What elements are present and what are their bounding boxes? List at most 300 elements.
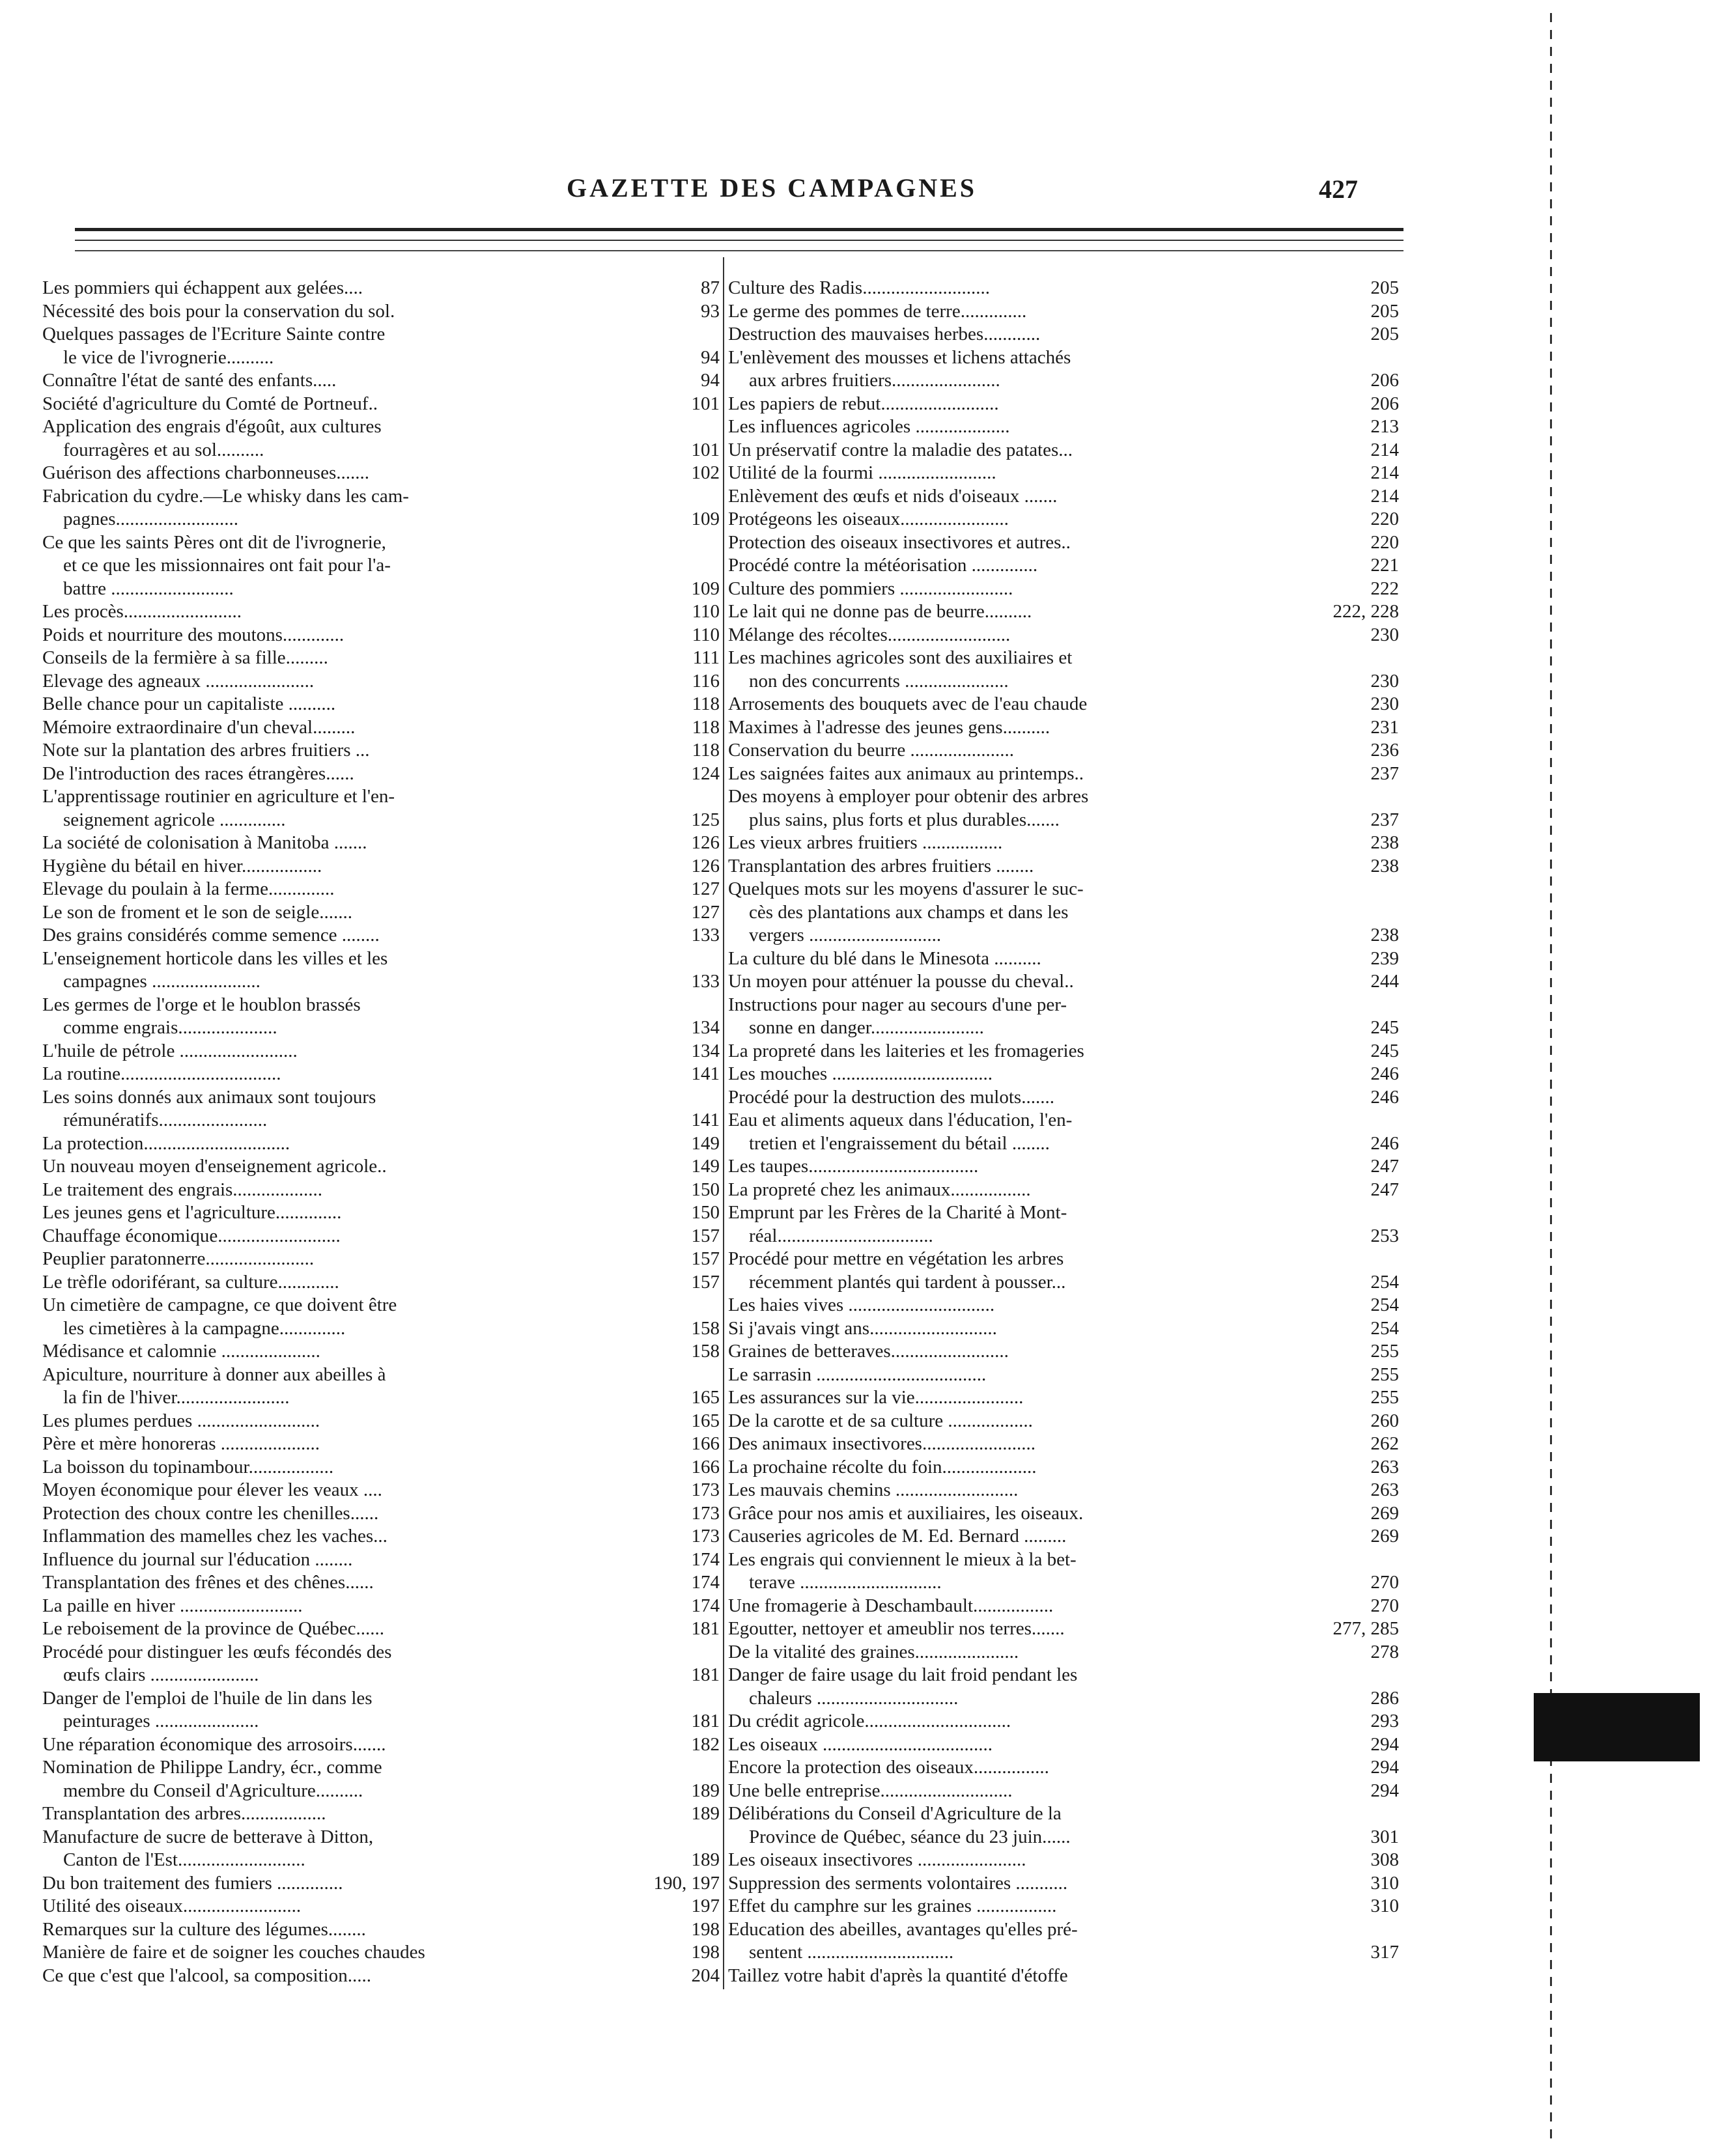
entry-page: 166 <box>691 1433 720 1454</box>
entry-title: Taillez votre habit d'après la quantité d'étoffe <box>728 1965 1068 1986</box>
entry-page: 238 <box>1370 832 1399 853</box>
entry-title: Peuplier paratonnerre....................... <box>42 1248 315 1269</box>
entry-page: 133 <box>691 971 720 992</box>
index-entry <box>728 1155 1405 1179</box>
entry-title: Le son de froment et le son de seigle....... <box>42 901 352 923</box>
entry-title: Une fromagerie à Deschambault................. <box>728 1595 1054 1616</box>
index-entry <box>42 809 720 832</box>
entry-page: 102 <box>691 462 720 483</box>
entry-page: 245 <box>1370 1040 1399 1061</box>
index-entry <box>42 369 720 393</box>
entry-page: 141 <box>691 1063 720 1084</box>
index-entry <box>42 1617 720 1641</box>
entry-page: 174 <box>691 1572 720 1593</box>
entry-page: 246 <box>1370 1086 1399 1108</box>
index-entry <box>728 1756 1405 1780</box>
entry-page: 270 <box>1370 1595 1399 1616</box>
page-edge <box>1550 13 1552 2142</box>
index-entry <box>728 1179 1405 1202</box>
entry-title: Influence du journal sur l'éducation ........ <box>42 1548 353 1570</box>
entry-page: 214 <box>1370 462 1399 483</box>
index-entry <box>42 1155 720 1179</box>
entry-title: Mémoire extraordinaire d'un cheval......... <box>42 716 356 738</box>
entry-page: 294 <box>1370 1780 1399 1801</box>
entry-title: Un préservatif contre la maladie des patates... <box>728 439 1073 460</box>
entry-title: Société d'agriculture du Comté de Portneuf.. <box>42 393 378 414</box>
index-entry <box>42 1687 720 1711</box>
entry-page: 116 <box>692 670 720 692</box>
index-entry <box>42 763 720 786</box>
index-entry <box>728 1364 1405 1387</box>
index-entry <box>728 369 1405 393</box>
entry-title: Les oiseaux .................................... <box>728 1733 993 1755</box>
index-entry <box>728 1641 1405 1664</box>
entry-title: Danger de l'emploi de l'huile de lin dans les <box>42 1687 373 1709</box>
index-entry <box>42 1179 720 1202</box>
entry-page: 214 <box>1370 485 1399 507</box>
index-entry <box>42 1756 720 1780</box>
entry-page: 174 <box>691 1548 720 1570</box>
entry-title: sentent ............................... <box>749 1942 954 1963</box>
entry-title: chaleurs .............................. <box>749 1687 959 1709</box>
entry-page: 254 <box>1370 1295 1399 1315</box>
entry-page: 269 <box>1370 1502 1399 1524</box>
entry-page: 221 <box>1370 555 1399 576</box>
entry-title: réal................................. <box>749 1225 933 1246</box>
index-entry <box>42 878 720 901</box>
index-entry <box>728 924 1405 947</box>
entry-page: 93 <box>701 300 720 322</box>
entry-page: 118 <box>692 740 720 761</box>
entry-title: Les procès......................... <box>42 601 242 622</box>
entry-page: 126 <box>691 832 720 853</box>
index-entry <box>728 693 1405 716</box>
entry-title: Utilité des oiseaux......................... <box>42 1896 302 1916</box>
entry-page: 166 <box>691 1456 720 1477</box>
entry-page: 118 <box>692 693 720 714</box>
entry-title: Inflammation des mamelles chez les vaches... <box>42 1526 388 1547</box>
index-entry <box>728 1433 1405 1456</box>
entry-page: 220 <box>1370 531 1399 553</box>
index-entry <box>728 600 1405 624</box>
entry-page: 149 <box>691 1156 720 1177</box>
entry-page: 189 <box>691 1803 720 1824</box>
entry-title: Une réparation économique des arrosoirs....... <box>42 1733 386 1755</box>
index-entry <box>728 1502 1405 1526</box>
entry-page: 109 <box>691 578 720 599</box>
index-entry <box>42 1941 720 1965</box>
index-column-right <box>728 277 1405 1987</box>
entry-title: Le reboisement de la province de Québec...... <box>42 1618 385 1639</box>
entry-title: De l'introduction des races étrangères...... <box>42 763 354 784</box>
entry-title: Si j'avais vingt ans........................... <box>728 1317 997 1339</box>
entry-title: De la vitalité des graines...................... <box>728 1641 1019 1662</box>
entry-title: Elevage des agneaux ....................... <box>42 670 315 692</box>
index-entry <box>728 1386 1405 1410</box>
entry-page: 173 <box>691 1526 720 1547</box>
entry-page: 230 <box>1370 693 1399 714</box>
index-entry <box>42 1826 720 1849</box>
index-entry <box>728 277 1405 300</box>
entry-title: Education des abeilles, avantages qu'elles pré- <box>728 1918 1078 1940</box>
entry-page: 181 <box>691 1711 720 1731</box>
entry-page: 149 <box>691 1132 720 1154</box>
entry-title: Procédé pour mettre en végétation les arbres <box>728 1248 1064 1269</box>
entry-page: 262 <box>1370 1433 1399 1454</box>
index-entry <box>728 1271 1405 1295</box>
index-entry <box>728 508 1405 531</box>
entry-title: Remarques sur la culture des légumes........ <box>42 1918 366 1940</box>
index-entry <box>42 1456 720 1479</box>
index-entry <box>42 1086 720 1110</box>
entry-title: Ce que les saints Pères ont dit de l'ivrognerie, <box>42 531 386 553</box>
index-entry <box>42 1294 720 1317</box>
index-entry <box>42 600 720 624</box>
index-entry <box>42 1664 720 1687</box>
entry-title: Un nouveau moyen d'enseignement agricole.. <box>42 1156 387 1177</box>
index-entry <box>728 1687 1405 1711</box>
index-entry <box>728 1525 1405 1548</box>
entry-page: 174 <box>691 1595 720 1616</box>
index-entry <box>42 1340 720 1364</box>
entry-page: 236 <box>1370 740 1399 761</box>
index-entry <box>42 1132 720 1156</box>
index-entry <box>42 1872 720 1896</box>
entry-title: Les engrais qui conviennent le mieux à la bet- <box>728 1548 1077 1570</box>
index-entry <box>42 1502 720 1526</box>
entry-page: 245 <box>1370 1017 1399 1038</box>
entry-title: Du crédit agricole............................... <box>728 1711 1011 1731</box>
entry-title: Destruction des mauvaises herbes............ <box>728 324 1041 344</box>
index-entry <box>728 1895 1405 1918</box>
entry-page: 270 <box>1370 1572 1399 1593</box>
entry-title: Conseils de la fermière à sa fille......... <box>42 647 328 668</box>
index-entry <box>728 1016 1405 1040</box>
entry-title: Province de Québec, séance du 23 juin...... <box>749 1826 1071 1847</box>
index-entry <box>728 763 1405 786</box>
entry-page: 308 <box>1370 1849 1399 1870</box>
index-entry <box>42 1016 720 1040</box>
entry-title: Du bon traitement des fumiers .............. <box>42 1872 343 1894</box>
entry-title: Transplantation des frênes et des chênes...... <box>42 1572 374 1593</box>
index-entry <box>728 1918 1405 1942</box>
entry-title: rémunératifs....................... <box>63 1110 268 1130</box>
entry-page: 101 <box>691 439 720 460</box>
entry-title: Utilité de la fourmi ......................... <box>728 462 996 483</box>
header-rule-thin-2 <box>75 250 1403 251</box>
entry-title: Instructions pour nager au secours d'une per- <box>728 994 1067 1015</box>
index-entry <box>728 1826 1405 1849</box>
index-entry <box>42 1780 720 1803</box>
entry-title: œufs clairs ....................... <box>63 1664 259 1685</box>
entry-title: Hygiène du bétail en hiver................. <box>42 855 322 876</box>
entry-title: Emprunt par les Frères de la Charité à Mont- <box>728 1202 1067 1223</box>
entry-title: cès des plantations aux champs et dans les <box>749 901 1069 923</box>
entry-title: Les influences agricoles .................... <box>728 416 1010 437</box>
index-entry <box>42 277 720 300</box>
entry-title: Nécessité des bois pour la conservation du sol. <box>42 300 395 322</box>
entry-page: 127 <box>691 878 720 899</box>
entry-page: 237 <box>1370 763 1399 784</box>
index-entry <box>728 1063 1405 1086</box>
index-entry <box>42 439 720 462</box>
index-entry <box>42 924 720 947</box>
entry-title: Belle chance pour un capitaliste .......... <box>42 693 336 714</box>
entry-page: 158 <box>691 1317 720 1339</box>
index-entry <box>728 1941 1405 1965</box>
index-entry <box>42 693 720 716</box>
entry-page: 231 <box>1370 716 1399 738</box>
entry-title: le vice de l'ivrognerie.......... <box>63 346 274 368</box>
index-entry <box>42 832 720 855</box>
entry-title: Fabrication du cydre.—Le whisky dans les cam- <box>42 485 409 507</box>
entry-title: Les mauvais chemins .......................... <box>728 1479 1019 1500</box>
entry-title: Maximes à l'adresse des jeunes gens.......... <box>728 716 1050 738</box>
entry-title: la fin de l'hiver........................ <box>63 1387 290 1408</box>
entry-page: 133 <box>691 925 720 945</box>
index-entry <box>728 1595 1405 1618</box>
entry-title: Les plumes perdues .......................... <box>42 1410 320 1431</box>
entry-page: 126 <box>691 855 720 876</box>
index-entry <box>728 1201 1405 1225</box>
index-entry <box>42 947 720 971</box>
entry-title: Délibérations du Conseil d'Agriculture de la <box>728 1803 1062 1824</box>
entry-page: 222, 228 <box>1332 601 1399 622</box>
entry-title: Danger de faire usage du lait froid pendant les <box>728 1664 1078 1685</box>
entry-title: La culture du blé dans le Minesota .......... <box>728 947 1041 969</box>
entry-page: 237 <box>1370 809 1399 830</box>
entry-title: De la carotte et de sa culture .................. <box>728 1410 1033 1431</box>
entry-title: Note sur la plantation des arbres fruitiers ... <box>42 740 370 761</box>
entry-title: peinturages ...................... <box>63 1711 259 1731</box>
index-entry <box>42 1317 720 1341</box>
entry-page: 263 <box>1370 1479 1399 1500</box>
index-entry <box>42 1965 720 1988</box>
entry-page: 127 <box>691 901 720 923</box>
entry-page: 238 <box>1370 855 1399 876</box>
index-entry <box>42 716 720 740</box>
entry-page: 110 <box>692 601 720 622</box>
entry-title: Des grains considérés comme semence ........ <box>42 925 380 945</box>
entry-title: Médisance et calomnie ..................... <box>42 1341 320 1362</box>
entry-title: L'apprentissage routinier en agriculture et l'en- <box>42 786 395 807</box>
entry-page: 94 <box>701 346 720 368</box>
entry-title: Les oiseaux insectivores ....................... <box>728 1849 1026 1870</box>
entry-page: 101 <box>691 393 720 414</box>
entry-page: 94 <box>701 370 720 391</box>
entry-title: Ce que c'est que l'alcool, sa composition..... <box>42 1965 371 1986</box>
entry-title: Nomination de Philippe Landry, écr., comme <box>42 1757 382 1778</box>
entry-title: Protection des choux contre les chenilles...... <box>42 1502 379 1524</box>
index-entry <box>728 832 1405 855</box>
index-entry <box>42 970 720 994</box>
index-entry <box>728 1548 1405 1572</box>
index-entry <box>42 1595 720 1618</box>
entry-title: aux arbres fruitiers....................... <box>749 370 1000 391</box>
entry-title: La protection............................... <box>42 1132 290 1154</box>
entry-page: 197 <box>691 1896 720 1916</box>
index-entry <box>728 1109 1405 1132</box>
index-entry <box>42 1895 720 1918</box>
page-header <box>0 173 1720 212</box>
index-entry <box>42 485 720 509</box>
index-entry <box>42 508 720 531</box>
index-entry <box>42 1225 720 1248</box>
index-entry <box>728 624 1405 647</box>
index-entry <box>728 670 1405 693</box>
entry-title: Les haies vives ............................... <box>728 1295 995 1315</box>
index-entry <box>42 300 720 324</box>
entry-page: 157 <box>691 1225 720 1246</box>
index-entry <box>42 462 720 485</box>
entry-page: 205 <box>1370 300 1399 322</box>
entry-page: 205 <box>1370 277 1399 298</box>
entry-title: Conservation du beurre ...................... <box>728 740 1014 761</box>
index-entry <box>42 670 720 693</box>
entry-page: 173 <box>691 1479 720 1500</box>
entry-title: Des animaux insectivores........................ <box>728 1433 1036 1454</box>
index-entry <box>728 1410 1405 1433</box>
entry-title: Quelques mots sur les moyens d'assurer le suc- <box>728 878 1084 899</box>
index-entry <box>728 1456 1405 1479</box>
entry-title: récemment plantés qui tardent à pousser... <box>749 1271 1066 1293</box>
entry-page: 220 <box>1370 509 1399 529</box>
entry-title: Quelques passages de l'Ecriture Sainte contre <box>42 324 386 344</box>
entry-title: Procédé pour distinguer les œufs fécondés des <box>42 1641 392 1662</box>
entry-page: 247 <box>1370 1156 1399 1177</box>
entry-title: L'enseignement horticole dans les villes et les <box>42 947 388 969</box>
index-entry <box>42 855 720 878</box>
entry-title: membre du Conseil d'Agriculture.......... <box>63 1780 363 1801</box>
entry-page: 181 <box>691 1618 720 1639</box>
index-entry <box>728 300 1405 324</box>
entry-title: Un moyen pour atténuer la pousse du cheval.. <box>728 971 1074 992</box>
entry-page: 317 <box>1370 1942 1399 1963</box>
entry-title: Chauffage économique.......................... <box>42 1225 341 1246</box>
entry-title: Egoutter, nettoyer et ameublir nos terres....... <box>728 1618 1065 1639</box>
entry-title: La paille en hiver .......................... <box>42 1595 303 1616</box>
entry-title: Les saignées faites aux animaux au printemps.. <box>728 763 1084 784</box>
index-entry <box>42 624 720 647</box>
entry-title: Poids et nourriture des moutons............. <box>42 624 345 645</box>
entry-page: 198 <box>691 1942 720 1963</box>
index-entry <box>728 531 1405 555</box>
entry-title: La boisson du topinambour.................. <box>42 1456 334 1477</box>
entry-title: Les vieux arbres fruitiers ................. <box>728 832 1003 853</box>
entry-page: 263 <box>1370 1456 1399 1477</box>
entry-page: 182 <box>691 1733 720 1755</box>
index-entry <box>728 1664 1405 1687</box>
entry-title: pagnes.......................... <box>63 509 239 529</box>
index-entry <box>42 1109 720 1132</box>
entry-title: battre .......................... <box>63 578 234 599</box>
index-entry <box>42 1386 720 1410</box>
entry-page: 230 <box>1370 670 1399 692</box>
entry-page: 204 <box>691 1965 720 1986</box>
entry-page: 109 <box>691 509 720 529</box>
entry-page: 189 <box>691 1780 720 1801</box>
index-entry <box>42 1201 720 1225</box>
index-entry <box>728 716 1405 740</box>
index-entry <box>42 1063 720 1086</box>
index-entry <box>728 346 1405 370</box>
entry-title: Le traitement des engrais................... <box>42 1179 323 1200</box>
entry-title: La propreté dans les laiteries et les fromageries <box>728 1040 1084 1061</box>
entry-title: Eau et aliments aqueux dans l'éducation, l'en- <box>728 1110 1073 1130</box>
index-entry <box>728 855 1405 878</box>
entry-page: 205 <box>1370 324 1399 344</box>
entry-page: 253 <box>1370 1225 1399 1246</box>
index-entry <box>42 1802 720 1826</box>
entry-title: Le germe des pommes de terre.............. <box>728 300 1027 322</box>
index-entry <box>42 393 720 416</box>
entry-title: Un cimetière de campagne, ce que doivent être <box>42 1295 397 1315</box>
entry-title: Connaître l'état de santé des enfants..... <box>42 370 337 391</box>
page-title: GAZETTE DES CAMPAGNES <box>567 173 978 203</box>
entry-title: les cimetières à la campagne.............. <box>63 1317 346 1339</box>
index-entry <box>42 1641 720 1664</box>
index-entry <box>728 1965 1405 1988</box>
entry-page: 286 <box>1370 1687 1399 1709</box>
index-entry <box>728 1086 1405 1110</box>
entry-page: 157 <box>691 1248 720 1269</box>
entry-title: Les assurances sur la vie....................... <box>728 1387 1024 1408</box>
entry-title: tretien et l'engraissement du bétail ........ <box>749 1132 1050 1154</box>
entry-page: 206 <box>1370 370 1399 391</box>
entry-page: 189 <box>691 1849 720 1870</box>
entry-title: vergers ............................ <box>749 925 942 945</box>
entry-title: Le sarrasin .................................... <box>728 1364 987 1385</box>
entry-title: Arrosements des bouquets avec de l'eau chaude <box>728 693 1088 714</box>
entry-title: Grâce pour nos amis et auxiliaires, les oiseaux. <box>728 1502 1084 1524</box>
index-entry <box>728 578 1405 601</box>
index-entry <box>42 1271 720 1295</box>
entry-page: 294 <box>1370 1757 1399 1778</box>
index-entry <box>42 901 720 925</box>
entry-title: sonne en danger........................ <box>749 1017 984 1038</box>
index-entry <box>728 485 1405 509</box>
index-entry <box>42 1248 720 1271</box>
entry-title: Apiculture, nourriture à donner aux abeilles à <box>42 1364 386 1385</box>
entry-title: Les papiers de rebut......................... <box>728 393 999 414</box>
entry-page: 206 <box>1370 393 1399 414</box>
index-entry <box>42 647 720 670</box>
entry-title: Protection des oiseaux insectivores et autres.. <box>728 531 1071 553</box>
entry-page: 254 <box>1370 1317 1399 1339</box>
index-entry <box>728 1733 1405 1757</box>
index-entry <box>42 1479 720 1502</box>
index-entry <box>42 994 720 1017</box>
index-entry <box>42 1710 720 1733</box>
entry-page: 198 <box>691 1918 720 1940</box>
entry-page: 158 <box>691 1341 720 1362</box>
entry-page: 230 <box>1370 624 1399 645</box>
index-entry <box>42 1040 720 1063</box>
index-entry <box>728 1710 1405 1733</box>
entry-title: Enlèvement des œufs et nids d'oiseaux ....... <box>728 485 1058 507</box>
index-entry <box>728 1248 1405 1271</box>
index-entry <box>728 323 1405 346</box>
index-entry <box>728 785 1405 809</box>
index-entry <box>728 1617 1405 1641</box>
index-entry <box>42 554 720 578</box>
index-entry <box>728 1571 1405 1595</box>
index-entry <box>728 901 1405 925</box>
entry-title: Canton de l'Est........................... <box>63 1849 305 1870</box>
entry-page: 238 <box>1370 925 1399 945</box>
entry-title: Transplantation des arbres.................. <box>42 1803 326 1824</box>
entry-title: Manière de faire et de soigner les couches chaudes <box>42 1942 425 1963</box>
